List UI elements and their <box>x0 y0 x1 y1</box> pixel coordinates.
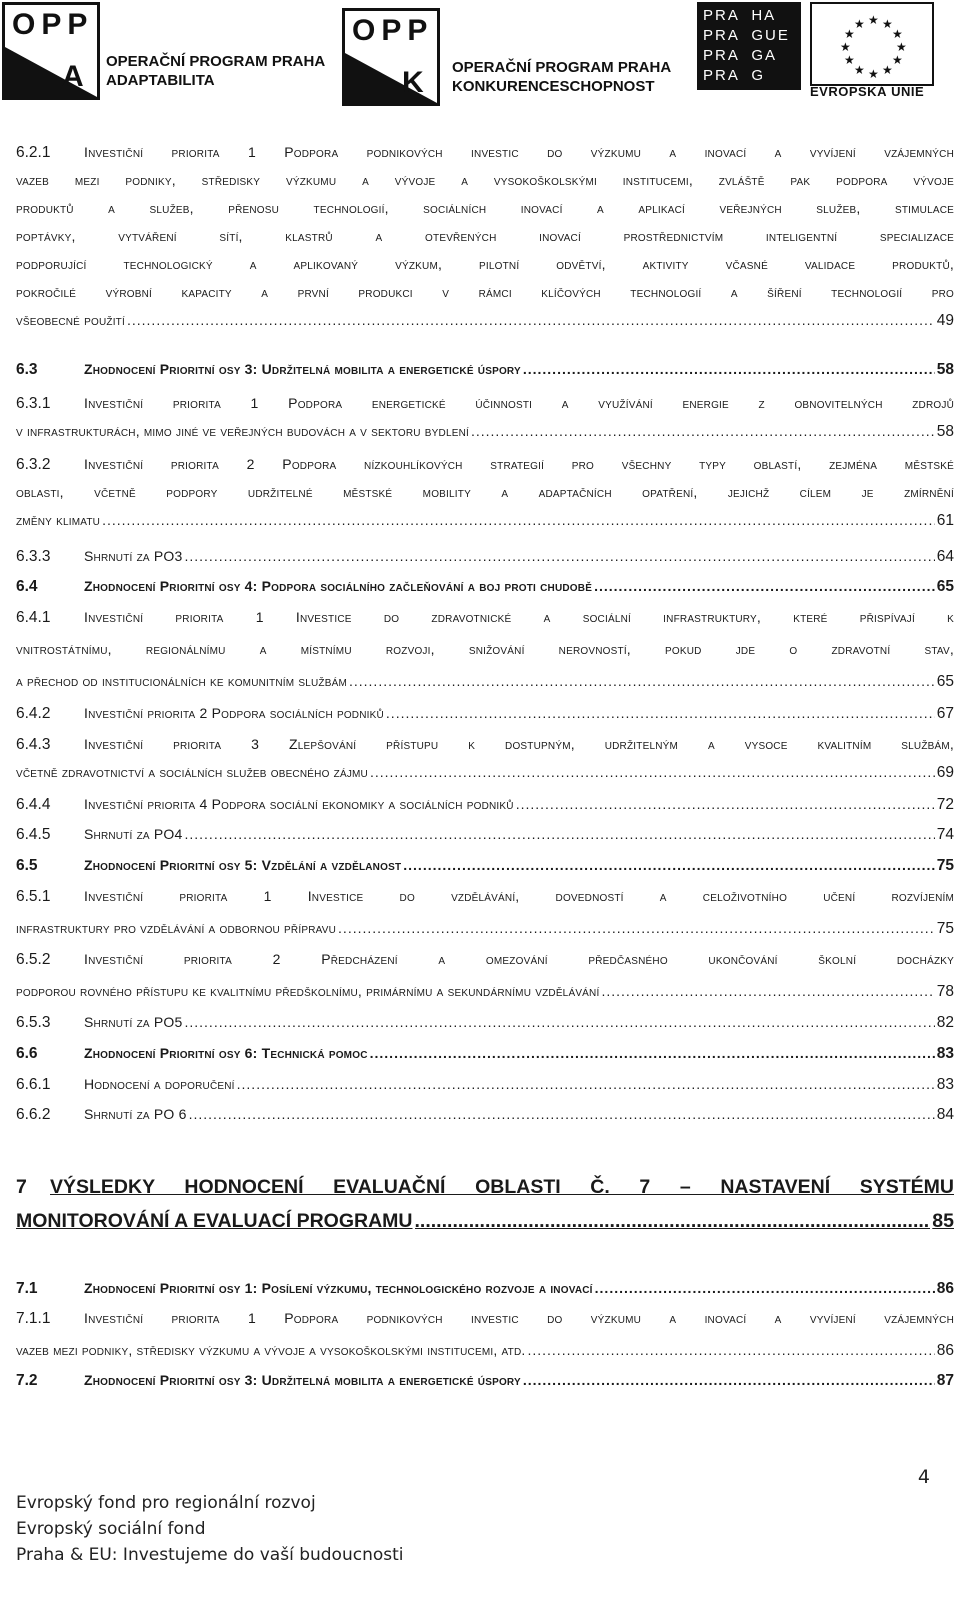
toc-number: 6.3.3 <box>16 548 51 565</box>
toc-text: Hodnocení a doporučení <box>84 1076 235 1092</box>
toc-entry-6-4-4[interactable] <box>16 790 954 818</box>
toc-page-number: 69 <box>936 764 954 781</box>
toc-text: Zhodnocení Prioritní osy 3: Udržitelná mobilita a energetické úspory <box>84 1372 521 1388</box>
toc-text: vazeb mezi podniky, středisky výzkumu a vývoje a vysokoškolskými institucemi, atd. <box>16 1342 526 1358</box>
toc-text: všeobecné použití <box>16 312 125 328</box>
footer-line: Evropský fond pro regionální rozvoj <box>16 1493 316 1513</box>
toc-text: Zhodnocení Prioritní osy 4: Podpora sociálního začleňování a boj proti chudobě <box>84 578 593 594</box>
footer-line: Evropský sociální fond <box>16 1519 206 1539</box>
toc-page-number: 84 <box>936 1106 954 1123</box>
toc-text: Zhodnocení Prioritní osy 5: Vzdělání a vzdělanost <box>84 857 402 873</box>
toc-number: 6.3 <box>16 361 38 378</box>
toc-entry-6-6-2[interactable] <box>16 1100 954 1128</box>
toc-page-number: 64 <box>936 548 954 565</box>
svg-text:★: ★ <box>844 27 855 41</box>
toc-number: 6.4 <box>16 578 38 595</box>
toc-entry-6-3-1[interactable] <box>16 389 954 445</box>
svg-text:★: ★ <box>896 40 907 54</box>
toc-page-number: 83 <box>936 1045 954 1062</box>
toc-entry-6-5-3[interactable] <box>16 1008 954 1036</box>
toc-text: Investiční priorita 2 Podpora sociálních podniků <box>84 705 384 721</box>
toc-text: produktů a služeb, přenosu technologií, sociálních inovací a aplikací veřejných služeb, stimulace <box>16 200 954 216</box>
toc-number: 6.6.2 <box>16 1106 51 1123</box>
toc-number: 6.4.2 <box>16 705 51 722</box>
toc-text: vazeb mezi podniky, středisky výzkumu a vývoje a vysokoškolskými institucemi, zvláště pak podpora vývoje <box>16 172 954 188</box>
toc-number: 6.5.2 <box>16 951 51 968</box>
toc-entry-7-1-1[interactable] <box>16 1304 954 1364</box>
toc-number: 6.3.1 <box>16 395 51 412</box>
toc-number: 6.4.4 <box>16 796 51 813</box>
toc-number: 6.2.1 <box>16 144 51 161</box>
eu-label: EVROPSKÁ UNIE <box>810 84 925 99</box>
toc-page-number: 75 <box>936 920 954 937</box>
toc-page-number: 74 <box>936 826 954 843</box>
toc-number: 7.1.1 <box>16 1310 51 1327</box>
svg-text:★: ★ <box>854 63 865 77</box>
toc-text: podporující technologický a aplikovaný výzkum, pilotní odvětví, aktivity včasné validace produktů, <box>16 256 954 272</box>
opp-letters: OPP <box>12 8 94 41</box>
toc-number: 7.1 <box>16 1280 38 1297</box>
toc-page-number: 49 <box>936 312 954 329</box>
opp-letters: OPP <box>352 14 434 47</box>
eu-stars-icon <box>812 4 932 84</box>
toc-text: vnitrostátnímu, regionálnímu a místnímu rozvoji, snižování nerovností, pokud jde o zdravotní stav, <box>16 641 954 657</box>
toc-text: Investiční priorita 1 Investice do zdravotnické a sociální infrastruktury, které přispívají k <box>84 609 954 625</box>
svg-text:★: ★ <box>844 53 855 67</box>
toc-text: Shrnutí za PO 6 <box>84 1106 187 1122</box>
toc-text: Investiční priorita 2 Podpora nízkouhlíkových strategií pro všechny typy oblastí, zejména městské <box>84 456 954 472</box>
toc-entry-6-5-2[interactable] <box>16 945 954 1005</box>
toc-page-number: 65 <box>936 578 954 595</box>
toc-text: oblasti, včetně podpory udržitelné městské mobility a adaptačních opatření, jejichž cílem je zmírnění <box>16 484 954 500</box>
svg-text:★: ★ <box>892 53 903 67</box>
svg-text:★: ★ <box>868 13 879 27</box>
svg-text:★: ★ <box>854 17 865 31</box>
toc-text: v infrastrukturách, mimo jiné ve veřejných budovách a v sektoru bydlení <box>16 423 469 439</box>
toc-page-number: 82 <box>936 1014 954 1031</box>
opp-letter-a: A <box>62 60 84 93</box>
toc-text: podporou rovného přístupu ke kvalitnímu předškolnímu, primárnímu a sekundárnímu vzdělávání <box>16 983 600 999</box>
toc-page-number: 85 <box>932 1210 954 1232</box>
toc-number: 7 <box>16 1176 27 1198</box>
toc-entry-6-3-3[interactable] <box>16 542 954 570</box>
toc-text: infrastruktury pro vzdělávání a odbornou přípravu <box>16 920 337 936</box>
eu-flag-logo <box>810 2 934 86</box>
toc-page-number: 83 <box>936 1076 954 1093</box>
toc-entry-6-5-1[interactable] <box>16 882 954 942</box>
logo-bar <box>0 0 960 115</box>
page-number: 4 <box>917 1466 930 1488</box>
toc-entry-6-3-2[interactable] <box>16 450 954 534</box>
footer <box>16 1490 404 1568</box>
toc-page-number: 72 <box>936 796 954 813</box>
toc-page-number: 67 <box>936 705 954 722</box>
toc-entry-7-2[interactable] <box>16 1366 954 1394</box>
toc-entry-7[interactable] <box>16 1170 954 1238</box>
footer-line: Praha & EU: Investujeme do vaší budoucnosti <box>16 1545 404 1565</box>
toc-entry-6-6[interactable] <box>16 1039 954 1067</box>
toc-number: 6.4.1 <box>16 609 51 626</box>
toc-number: 6.4.5 <box>16 826 51 843</box>
toc-number: 6.5.1 <box>16 888 51 905</box>
toc-entry-6-5[interactable] <box>16 851 954 879</box>
toc-text: Investiční priorita 1 Investice do vzdělávání, dovedností a celoživotního učení rozvíjením <box>84 888 954 904</box>
toc-text: Zhodnocení Prioritní osy 6: Technická pomoc <box>84 1045 368 1061</box>
toc-number: 6.3.2 <box>16 456 51 473</box>
opp-letter-k: K <box>402 66 424 99</box>
toc-text: MONITOROVÁNÍ A EVALUACÍ PROGRAMU <box>16 1210 413 1232</box>
toc-text: Shrnutí za PO4 <box>84 826 183 842</box>
toc-text: a přechod od institucionálních ke komunitním službám <box>16 673 347 689</box>
opp-konkurenceschopnost-logo <box>342 8 692 108</box>
toc-number: 6.5 <box>16 857 38 874</box>
toc-text: Investiční priorita 1 Podpora energetické účinnosti a využívání energie z obnovitelných zdrojů <box>84 395 954 411</box>
toc-text: Shrnutí za PO3 <box>84 548 183 564</box>
toc-entry-6-4-5[interactable] <box>16 820 954 848</box>
toc-page-number: 86 <box>936 1342 954 1359</box>
svg-text:★: ★ <box>882 17 893 31</box>
toc-page-number: 87 <box>936 1372 954 1389</box>
toc-entry-6-4-2[interactable] <box>16 699 954 727</box>
toc-entry-6-4-3[interactable] <box>16 730 954 786</box>
toc-text: Shrnutí za PO5 <box>84 1014 183 1030</box>
svg-text:★: ★ <box>868 67 879 81</box>
toc-text: Zhodnocení Prioritní osy 3: Udržitelná mobilita a energetické úspory <box>84 361 521 377</box>
toc-text: Investiční priorita 4 Podpora sociální ekonomiky a sociálních podniků <box>84 796 514 812</box>
toc-entry-6-6-1[interactable] <box>16 1070 954 1098</box>
toc-page-number: 75 <box>936 857 954 874</box>
program-name: OPERAČNÍ PROGRAM PRAHA KONKURENCESCHOPNOST <box>452 59 672 95</box>
toc-page-number: 78 <box>936 983 954 1000</box>
svg-text:★: ★ <box>892 27 903 41</box>
toc-number: 6.5.3 <box>16 1014 51 1031</box>
toc-text: včetně zdravotnictví a sociálních služeb obecného zájmu <box>16 764 368 780</box>
program-name: OPERAČNÍ PROGRAM PRAHA ADAPTABILITA <box>106 53 326 89</box>
toc-text: změny klimatu <box>16 512 101 528</box>
toc-number: 6.4.3 <box>16 736 51 753</box>
toc-page-number: 58 <box>936 423 954 440</box>
toc-number: 7.2 <box>16 1372 38 1389</box>
toc-text: pokročilé výrobní kapacity a první produkci v rámci klíčových technologií a šíření technologií pro <box>16 284 954 300</box>
toc-entry-6-4[interactable] <box>16 572 954 600</box>
toc-text: Investiční priorita 3 Zlepšování přístupu k dostupným, udržitelným a vysoce kvalitním službám, <box>84 736 954 752</box>
toc-number: 6.6.1 <box>16 1076 51 1093</box>
svg-text:★: ★ <box>840 40 851 54</box>
toc-number: 6.6 <box>16 1045 38 1062</box>
toc-entry-6-4-1[interactable] <box>16 603 954 695</box>
toc-entry-6-3[interactable] <box>16 355 954 383</box>
toc-page-number: 58 <box>936 361 954 378</box>
toc-page-number: 86 <box>936 1280 954 1297</box>
toc-entry-6-2-1[interactable] <box>16 138 954 334</box>
toc-text: Investiční priorita 1 Podpora podnikových investic do výzkumu a inovací a vyvíjení vzájemných <box>84 144 954 160</box>
toc-text: poptávky, vytváření sítí, klastrů a otevřených inovací prostřednictvím inteligentní specializace <box>16 228 954 244</box>
toc-text: Investiční priorita 1 Podpora podnikových investic do výzkumu a inovací a vyvíjení vzájemných <box>84 1310 954 1326</box>
toc-text: VÝSLEDKY HODNOCENÍ EVALUAČNÍ OBLASTI Č. 7 – NASTAVENÍ SYSTÉMU <box>50 1176 954 1198</box>
svg-text:★: ★ <box>882 63 893 77</box>
toc-page-number: 61 <box>936 512 954 529</box>
toc-text: Zhodnocení Prioritní osy 1: Posílení výzkumu, technologického rozvoje a inovací <box>84 1280 593 1296</box>
toc-entry-7-1[interactable] <box>16 1274 954 1302</box>
praha-logo: PRA HA PRA GUE PRA GA PRA G <box>697 2 801 90</box>
toc-page-number: 65 <box>936 673 954 690</box>
toc-text: Investiční priorita 2 Předcházení a omezování předčasného ukončování školní docházky <box>84 951 954 967</box>
opp-adaptabilita-logo <box>2 2 337 102</box>
